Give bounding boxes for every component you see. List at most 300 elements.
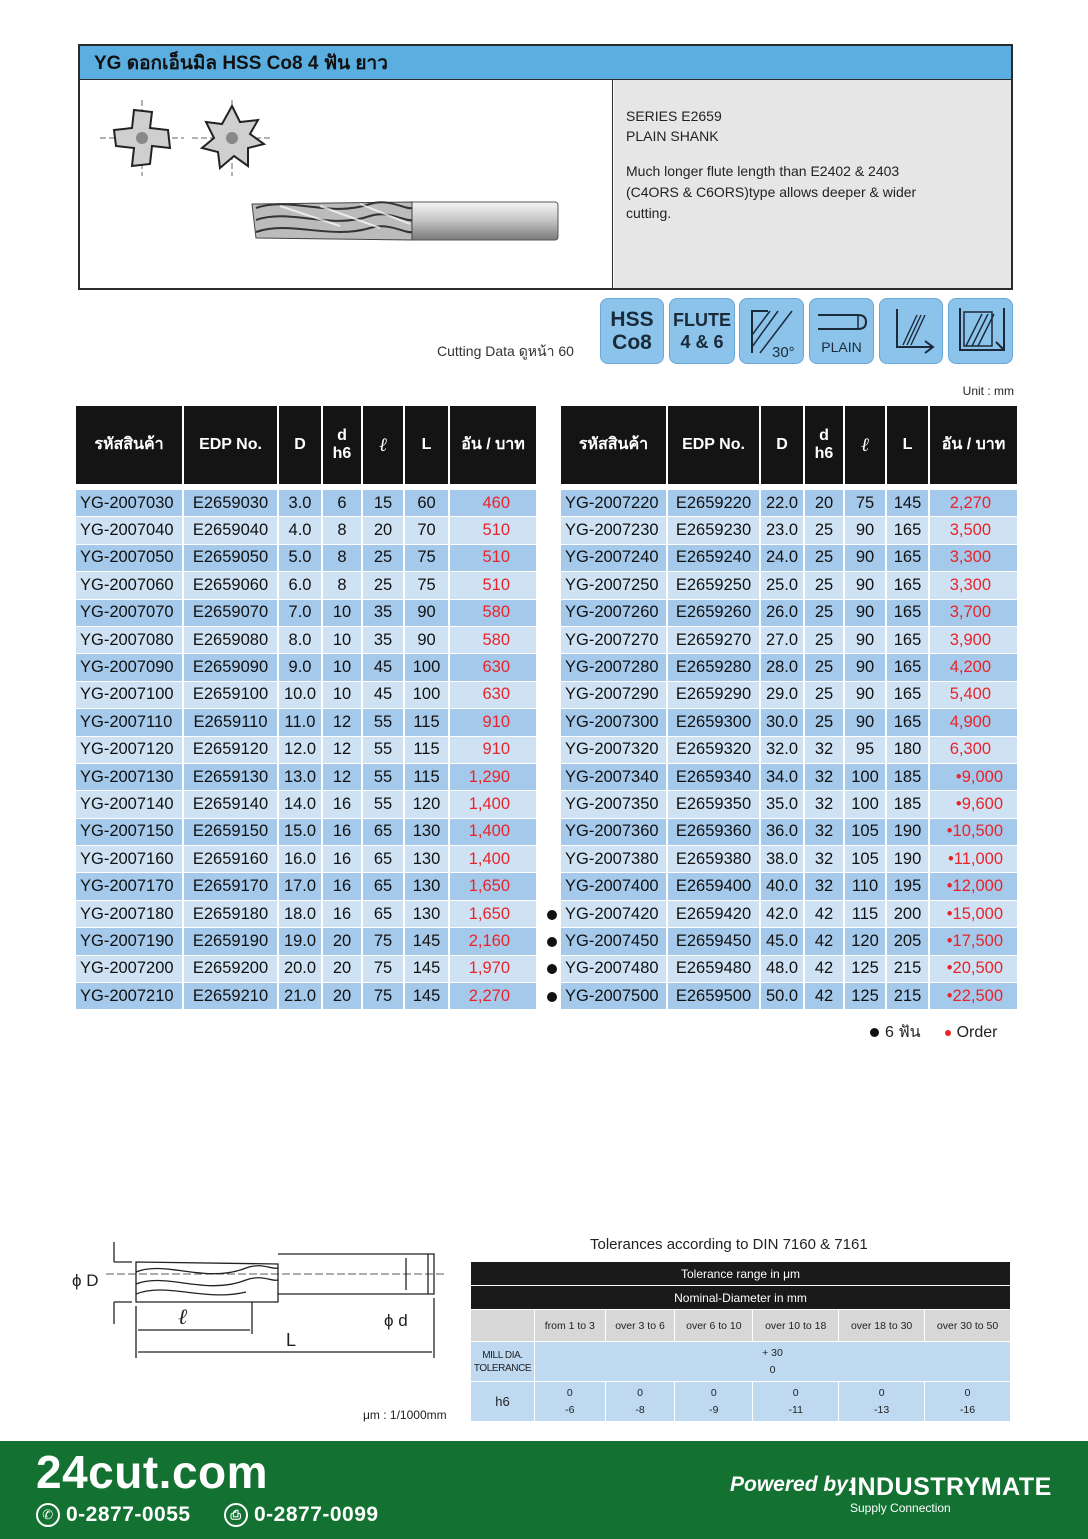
h6-lower: -8	[635, 1403, 645, 1416]
product-code-cell: YG-2007500	[561, 983, 668, 1010]
overall-length-cell: 100	[405, 654, 450, 681]
shank-diameter-cell: 25	[805, 572, 845, 599]
diameter-cell: 18.0	[279, 901, 323, 928]
six-flute-bullet-icon	[547, 937, 557, 947]
flute-length-cell: 110	[845, 873, 887, 900]
diameter-cell: 40.0	[761, 873, 805, 900]
price-cell: 510	[450, 517, 536, 544]
price-value: 17,500	[952, 931, 1003, 950]
price-value: 10,500	[952, 822, 1003, 841]
product-code-cell: YG-2007300	[561, 709, 668, 736]
shank-diameter-cell: 32	[805, 819, 845, 846]
diameter-cell: 7.0	[279, 600, 323, 627]
diameter-cell: 50.0	[761, 983, 805, 1010]
shank-diameter-cell: 25	[805, 627, 845, 654]
price-cell: 1,650	[450, 901, 536, 928]
overall-length-cell: 130	[405, 819, 450, 846]
price-table-right	[561, 406, 1017, 1010]
overall-length-cell: 145	[405, 956, 450, 983]
legend	[870, 1020, 998, 1045]
diameter-cell: 11.0	[279, 709, 323, 736]
six-flute-bullet-icon	[547, 964, 557, 974]
flute-length-cell: 105	[845, 819, 887, 846]
edp-cell: E2659170	[184, 873, 279, 900]
diameter-cell: 35.0	[761, 791, 805, 818]
h6-row	[471, 1382, 1011, 1422]
product-code-cell: YG-2007050	[76, 545, 184, 572]
overall-length-cell: 195	[887, 873, 930, 900]
diameter-cell: 29.0	[761, 682, 805, 709]
price-cell: 1,400	[450, 791, 536, 818]
table-row	[76, 600, 536, 627]
shank-diameter-cell: 20	[323, 928, 363, 955]
h6-value-cell	[753, 1382, 839, 1422]
h6-label: h6	[471, 1382, 535, 1422]
diameter-cell: 45.0	[761, 928, 805, 955]
product-code-cell: YG-2007290	[561, 682, 668, 709]
table-row	[76, 654, 536, 681]
price-cell: 910	[450, 737, 536, 764]
price-cell: 2,160	[450, 928, 536, 955]
edp-cell: E2659210	[184, 983, 279, 1010]
overall-length-cell: 165	[887, 654, 930, 681]
table-row	[76, 572, 536, 599]
diameter-cell: 4.0	[279, 517, 323, 544]
edp-cell: E2659050	[184, 545, 279, 572]
table-row	[561, 572, 1017, 599]
table-row	[561, 901, 1017, 928]
diameter-cell: 22.0	[761, 490, 805, 517]
product-code-cell: YG-2007230	[561, 517, 668, 544]
hss-co8-badge	[600, 298, 664, 364]
diameter-cell: 8.0	[279, 627, 323, 654]
diameter-range-cell: over 18 to 30	[839, 1310, 925, 1342]
overall-length-cell: 60	[405, 490, 450, 517]
edp-cell: E2659070	[184, 600, 279, 627]
shank-diameter-cell: 8	[323, 572, 363, 599]
diameter-D-label: ϕ D	[72, 1271, 99, 1290]
edp-cell: E2659480	[668, 956, 761, 983]
product-code-cell: YG-2007400	[561, 873, 668, 900]
diameter-cell: 34.0	[761, 764, 805, 791]
price-value: 20,500	[952, 959, 1003, 978]
product-code-cell: YG-2007210	[76, 983, 184, 1010]
shank-diameter-cell: 16	[323, 873, 363, 900]
edp-cell: E2659300	[668, 709, 761, 736]
flute-length-cell: 15	[363, 490, 405, 517]
table-row	[561, 709, 1017, 736]
shank-diameter-cell: 16	[323, 791, 363, 818]
flute-length-cell: 65	[363, 846, 405, 873]
product-info	[614, 80, 1011, 288]
product-code-cell: YG-2007380	[561, 846, 668, 873]
flute-length-cell: 95	[845, 737, 887, 764]
edp-cell: E2659150	[184, 819, 279, 846]
flute-length-cell: 75	[363, 983, 405, 1010]
edp-cell: E2659320	[668, 737, 761, 764]
price-cell: 2,270	[930, 490, 1017, 517]
table-row	[561, 983, 1017, 1010]
overall-length-cell: 115	[405, 764, 450, 791]
price-cell: 460	[450, 490, 536, 517]
six-flute-bullet-icon	[547, 910, 557, 920]
order-dot-icon: •	[946, 904, 953, 923]
overall-length-cell: 130	[405, 846, 450, 873]
price-cell	[930, 764, 1017, 791]
site-name[interactable]: 24cut.com	[36, 1446, 269, 1498]
shank-diameter-cell: 32	[805, 846, 845, 873]
price-cell: 630	[450, 682, 536, 709]
order-dot-icon: •	[946, 931, 953, 950]
tolerance-caption: Tolerances according to DIN 7160 & 7161	[590, 1236, 868, 1253]
overall-length-cell: 185	[887, 791, 930, 818]
table-row	[76, 901, 536, 928]
h6-value-cell	[675, 1382, 753, 1422]
edp-cell: E2659110	[184, 709, 279, 736]
overall-length-cell: 185	[887, 764, 930, 791]
table-row	[561, 654, 1017, 681]
product-code-cell: YG-2007110	[76, 709, 184, 736]
shank-diameter-cell: 32	[805, 873, 845, 900]
diameter-cell: 36.0	[761, 819, 805, 846]
h6-lower: -9	[709, 1403, 719, 1416]
end-mill-side-view-icon	[252, 202, 558, 240]
phone-number[interactable]	[36, 1503, 191, 1527]
price-cell: 3,700	[930, 600, 1017, 627]
price-cell	[930, 956, 1017, 983]
diameter-d-label: ϕ d	[384, 1311, 408, 1330]
h6-upper: 0	[637, 1386, 643, 1399]
order-dot-icon: •	[955, 794, 962, 813]
price-cell: 580	[450, 600, 536, 627]
overall-length-cell: 90	[405, 627, 450, 654]
header-d-h6	[805, 406, 845, 484]
table-row	[76, 819, 536, 846]
edp-cell: E2659100	[184, 682, 279, 709]
plain-label: PLAIN	[821, 339, 862, 355]
helix-angle-value: 30°	[771, 344, 795, 361]
product-code-cell: YG-2007140	[76, 791, 184, 818]
header-L: L	[887, 406, 930, 484]
h6-lower: -13	[874, 1403, 890, 1416]
h6-upper: 0	[710, 1386, 717, 1399]
mill-dia-label-1: MILL DIA.	[482, 1349, 523, 1361]
tolerance-table	[470, 1261, 1011, 1422]
price-cell: 1,290	[450, 764, 536, 791]
header-h6: h6	[814, 445, 834, 462]
h6-value-cell	[839, 1382, 925, 1422]
price-value: 11,000	[953, 849, 1003, 868]
flute-length-cell: 25	[363, 545, 405, 572]
overall-length-cell: 130	[405, 873, 450, 900]
product-code-cell: YG-2007060	[76, 572, 184, 599]
header-product-code: รหัสสินค้า	[76, 406, 184, 484]
flute-label: FLUTE	[673, 310, 731, 330]
product-code-cell: YG-2007160	[76, 846, 184, 873]
slot-milling-icon	[952, 302, 1010, 360]
edp-cell: E2659260	[668, 600, 761, 627]
shank-diameter-cell: 6	[323, 490, 363, 517]
overall-length-cell: 100	[405, 682, 450, 709]
price-cell: 580	[450, 627, 536, 654]
edp-cell: E2659200	[184, 956, 279, 983]
h6-lower: -11	[788, 1403, 803, 1416]
price-value: 9,600	[961, 794, 1003, 813]
flute-length-cell: 65	[363, 873, 405, 900]
flute-length-cell: 125	[845, 983, 887, 1010]
flute-length-cell: 115	[845, 901, 887, 928]
flute-length-cell: 100	[845, 764, 887, 791]
price-cell: 3,900	[930, 627, 1017, 654]
table-row	[76, 627, 536, 654]
product-code-cell: YG-2007080	[76, 627, 184, 654]
product-code-cell: YG-2007240	[561, 545, 668, 572]
overall-length-cell: 165	[887, 600, 930, 627]
price-value: 15,000	[952, 904, 1003, 923]
flute-length-cell: 90	[845, 682, 887, 709]
overall-length-cell: 90	[405, 600, 450, 627]
flute-length-cell: 90	[845, 545, 887, 572]
tolerance-header: Tolerance range in μm	[471, 1262, 1011, 1286]
product-code-cell: YG-2007340	[561, 764, 668, 791]
side-milling-icon	[883, 303, 939, 359]
flute-length-cell: 90	[845, 600, 887, 627]
order-dot-icon: •	[946, 822, 953, 841]
flute-length-cell: 75	[363, 928, 405, 955]
diameter-cell: 13.0	[279, 764, 323, 791]
flute-length-cell: 125	[845, 956, 887, 983]
diameter-cell: 28.0	[761, 654, 805, 681]
edp-cell: E2659280	[668, 654, 761, 681]
table-row	[76, 737, 536, 764]
price-cell	[930, 928, 1017, 955]
order-dot-icon: •	[946, 959, 953, 978]
overall-length-cell: 115	[405, 737, 450, 764]
table-row	[561, 928, 1017, 955]
overall-length-cell: 215	[887, 956, 930, 983]
plain-shank-icon	[814, 307, 870, 337]
diameter-cell: 9.0	[279, 654, 323, 681]
shank-diameter-cell: 10	[323, 654, 363, 681]
overall-length-cell: 130	[405, 901, 450, 928]
unit-label: Unit : mm	[962, 384, 1014, 398]
flute-length-cell: 90	[845, 572, 887, 599]
slot-cutting-badge	[948, 298, 1013, 364]
diameter-range-cell: over 3 to 6	[605, 1310, 675, 1342]
table-row	[561, 490, 1017, 517]
co8-label: Co8	[612, 331, 652, 354]
header-d: d	[819, 427, 829, 444]
edp-cell: E2659180	[184, 901, 279, 928]
price-cell: 1,650	[450, 873, 536, 900]
fax-number[interactable]	[224, 1503, 379, 1527]
four-flute-cross-section-icon	[100, 100, 184, 176]
header-price: อัน / บาท	[930, 406, 1017, 484]
price-cell: 1,400	[450, 819, 536, 846]
shank-label: PLAIN SHANK	[626, 128, 719, 144]
cutting-data-note: Cutting Data ดูหน้า 60	[437, 343, 574, 359]
shank-diameter-cell: 42	[805, 983, 845, 1010]
order-dot-icon	[945, 1030, 951, 1036]
shank-diameter-cell: 32	[805, 737, 845, 764]
shank-diameter-cell: 10	[323, 600, 363, 627]
price-cell: 3,300	[930, 545, 1017, 572]
price-cell	[930, 873, 1017, 900]
diameter-cell: 24.0	[761, 545, 805, 572]
flute-count: 4 & 6	[680, 332, 724, 352]
edp-cell: E2659250	[668, 572, 761, 599]
price-cell: 1,970	[450, 956, 536, 983]
header-flute-length: ℓ	[363, 406, 405, 484]
order-dot-icon: •	[946, 877, 953, 896]
table-row	[561, 873, 1017, 900]
helix-angle-icon	[742, 301, 802, 361]
plain-shank-badge	[809, 298, 874, 364]
edp-cell: E2659290	[668, 682, 761, 709]
mill-dia-row	[471, 1342, 1011, 1382]
header-L: L	[405, 406, 450, 484]
table-row	[561, 956, 1017, 983]
overall-length-cell: 70	[405, 517, 450, 544]
header-h6: h6	[332, 445, 352, 462]
shank-diameter-cell: 12	[323, 764, 363, 791]
shank-diameter-cell: 10	[323, 627, 363, 654]
mill-dia-label-2: TOLERANCE	[473, 1362, 532, 1374]
shank-diameter-cell: 20	[323, 983, 363, 1010]
flute-length-cell: 65	[363, 901, 405, 928]
shank-diameter-cell: 25	[805, 709, 845, 736]
flute-length-cell: 75	[845, 490, 887, 517]
diameter-cell: 21.0	[279, 983, 323, 1010]
table-row	[76, 682, 536, 709]
product-code-cell: YG-2007120	[76, 737, 184, 764]
product-code-cell: YG-2007250	[561, 572, 668, 599]
diameter-cell: 20.0	[279, 956, 323, 983]
order-dot-icon: •	[955, 767, 962, 786]
shank-diameter-cell: 20	[323, 956, 363, 983]
price-cell	[930, 983, 1017, 1010]
price-cell: 910	[450, 709, 536, 736]
shank-diameter-cell: 16	[323, 846, 363, 873]
price-value: 12,000	[952, 877, 1003, 896]
diameter-cell: 42.0	[761, 901, 805, 928]
price-table-left	[76, 406, 536, 1010]
overall-length-cell: 190	[887, 846, 930, 873]
product-code-cell: YG-2007220	[561, 490, 668, 517]
price-cell: 3,300	[930, 572, 1017, 599]
edp-cell: E2659500	[668, 983, 761, 1010]
diameter-cell: 17.0	[279, 873, 323, 900]
edp-cell: E2659230	[668, 517, 761, 544]
overall-length-cell: 165	[887, 627, 930, 654]
product-code-cell: YG-2007130	[76, 764, 184, 791]
overall-length-cell: 145	[887, 490, 930, 517]
h6-lower: -16	[959, 1403, 976, 1416]
shank-diameter-cell: 10	[323, 682, 363, 709]
side-cutting-badge	[879, 298, 943, 364]
overall-length-cell: 165	[887, 545, 930, 572]
flute-length-cell: 90	[845, 627, 887, 654]
diameter-cell: 12.0	[279, 737, 323, 764]
overall-length-cell: 200	[887, 901, 930, 928]
table-row	[76, 983, 536, 1010]
edp-cell: E2659030	[184, 490, 279, 517]
table-row	[561, 627, 1017, 654]
product-code-cell: YG-2007450	[561, 928, 668, 955]
table-row	[561, 517, 1017, 544]
table-row	[76, 490, 536, 517]
dimension-diagram	[66, 1236, 456, 1366]
shank-diameter-cell: 42	[805, 901, 845, 928]
shank-diameter-cell: 32	[805, 791, 845, 818]
shank-diameter-cell: 12	[323, 737, 363, 764]
series-label: SERIES E2659	[626, 108, 722, 124]
product-code-cell: YG-2007420	[561, 901, 668, 928]
flute-length-cell: 55	[363, 764, 405, 791]
flute-length-cell: 25	[363, 572, 405, 599]
order-dot-icon: •	[946, 986, 953, 1005]
diameter-cell: 19.0	[279, 928, 323, 955]
edp-cell: E2659060	[184, 572, 279, 599]
overall-length-cell: 115	[405, 709, 450, 736]
diameter-cell: 6.0	[279, 572, 323, 599]
edp-cell: E2659380	[668, 846, 761, 873]
overall-length-cell: 145	[405, 983, 450, 1010]
edp-cell: E2659190	[184, 928, 279, 955]
overall-length-cell: 190	[887, 819, 930, 846]
shank-diameter-cell: 32	[805, 764, 845, 791]
diameter-range-cell: from 1 to 3	[535, 1310, 606, 1342]
price-value: 22,500	[952, 986, 1003, 1005]
product-code-cell: YG-2007190	[76, 928, 184, 955]
diameter-cell: 48.0	[761, 956, 805, 983]
overall-length-cell: 145	[405, 928, 450, 955]
h6-value-cell	[605, 1382, 675, 1422]
table-row	[561, 791, 1017, 818]
table-row	[561, 682, 1017, 709]
product-code-cell: YG-2007030	[76, 490, 184, 517]
legend-six-flute: 6 ฟัน	[885, 1024, 921, 1041]
shank-diameter-cell: 8	[323, 545, 363, 572]
overall-length-cell: 120	[405, 791, 450, 818]
table-row	[561, 737, 1017, 764]
blank-cell	[471, 1310, 535, 1342]
table-row	[76, 517, 536, 544]
brand-tagline: Supply Connection	[850, 1501, 951, 1515]
product-code-cell: YG-2007090	[76, 654, 184, 681]
header-price: อัน / บาท	[450, 406, 536, 484]
mill-dia-label	[471, 1342, 535, 1382]
flute-length-cell: 55	[363, 791, 405, 818]
flute-length-cell: 100	[845, 791, 887, 818]
shank-diameter-cell: 16	[323, 819, 363, 846]
product-title: YG ดอกเอ็นมิล HSS Co8 4 ฟัน ยาว	[80, 46, 1011, 80]
shank-diameter-cell: 25	[805, 600, 845, 627]
product-code-cell: YG-2007260	[561, 600, 668, 627]
price-cell: 510	[450, 572, 536, 599]
helix-angle-badge	[739, 298, 804, 364]
price-cell	[930, 819, 1017, 846]
table-row	[561, 600, 1017, 627]
footer	[0, 1441, 1088, 1539]
table-row	[76, 928, 536, 955]
product-description: Much longer flute length than E2402 & 2403 (C4ORS & C6ORS)type allows deeper & wider cutting.	[626, 163, 917, 221]
product-code-cell: YG-2007280	[561, 654, 668, 681]
mill-dia-value	[535, 1342, 1011, 1382]
flute-length-cell: 35	[363, 600, 405, 627]
price-cell: 3,500	[930, 517, 1017, 544]
overall-length-cell: 75	[405, 572, 450, 599]
